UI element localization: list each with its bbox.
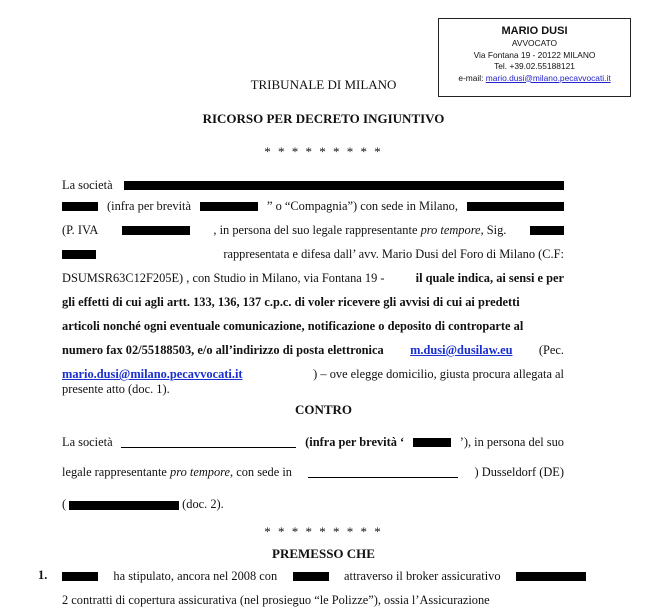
- p1-line-7: articoli nonché ogni eventuale comunicazione, notificazione o deposito di controparte al: [62, 319, 524, 333]
- item1-line-2: 2 contratti di copertura assicurativa (nel prosieguo “le Polizze”), ossia l’Assicurazione: [62, 593, 490, 607]
- redaction: [121, 437, 296, 448]
- email-label: e-mail:: [458, 72, 486, 83]
- list-number: 1.: [38, 568, 48, 582]
- redaction: [413, 438, 451, 447]
- p1-line-6: gli effetti di cui agli artt. 133, 136, 137 c.p.c. di voler ricevere gli avvisi di cui ai predetti: [62, 295, 520, 309]
- document-title: RICORSO PER DECRETO INGIUNTIVO: [202, 111, 445, 126]
- p1-line-9: mario.dusi@milano.pecavvocati.it ) – ove elegge domicilio, giusta procura allegata al: [62, 367, 564, 381]
- redaction: [516, 572, 586, 581]
- court-title: TRIBUNALE DI MILANO: [250, 77, 397, 92]
- redaction: [62, 202, 98, 211]
- p2-line-3: ( (doc. 2).: [62, 497, 224, 511]
- separator-stars: * * * * * * * * *: [264, 144, 383, 159]
- lawyer-role: AVVOCATO: [511, 38, 558, 48]
- pec-email-link[interactable]: mario.dusi@milano.pecavvocati.it: [62, 367, 243, 381]
- redaction: [122, 226, 190, 235]
- redaction: [293, 572, 329, 581]
- redaction: [530, 226, 564, 235]
- redaction: [200, 202, 258, 211]
- premesso-heading: PREMESSO CHE: [272, 546, 375, 561]
- redaction: [124, 181, 564, 190]
- separator-stars: * * * * * * * * *: [264, 524, 383, 539]
- p1-line-1: La società: [62, 177, 564, 193]
- lawyer-address: Via Fontana 19 - 20122 MILANO: [473, 49, 596, 60]
- item1-line-1: ha stipulato, ancora nel 2008 con attraverso il broker assicurativo: [62, 568, 586, 584]
- lawyer-name: MARIO DUSI: [501, 25, 568, 37]
- lawyer-email-link[interactable]: mario.dusi@milano.pecavvocati.it: [485, 72, 611, 83]
- p1-line-4: rappresentata e difesa dall’ avv. Mario Dusi del Foro di Milano (C.F:: [62, 246, 564, 262]
- p1-line-3: (P. IVA , in persona del suo legale rappresentante pro tempore, Sig.: [62, 222, 564, 238]
- redaction: [467, 202, 564, 211]
- redaction: [308, 467, 458, 478]
- lawyer-tel: Tel. +39.02.55188121: [494, 61, 575, 71]
- p1-line-2: (infra per brevità ” o “Compagnia”) con sede in Milano,: [62, 198, 564, 214]
- p1-line-10: presente atto (doc. 1).: [62, 382, 170, 396]
- p1-line-8: numero fax 02/55188503, e/o all’indirizzo di posta elettronica m.dusi@dusilaw.eu (Pec.: [62, 343, 564, 357]
- p1-line-5: DSUMSR63C12F205E) , con Studio in Milano, via Fontana 19 - il quale indica, ai sensi e per: [62, 271, 564, 285]
- redaction: [62, 250, 96, 259]
- p2-line-2: legale rappresentante pro tempore, con sede in ) Dusseldorf (DE): [62, 465, 564, 479]
- redaction: [69, 501, 179, 510]
- email-link-dusilaw[interactable]: m.dusi@dusilaw.eu: [410, 343, 513, 357]
- redaction: [62, 572, 98, 581]
- p2-line-1: La società (infra per brevità ‘ ’), in persona del suo: [62, 435, 564, 449]
- contro-heading: CONTRO: [294, 402, 353, 417]
